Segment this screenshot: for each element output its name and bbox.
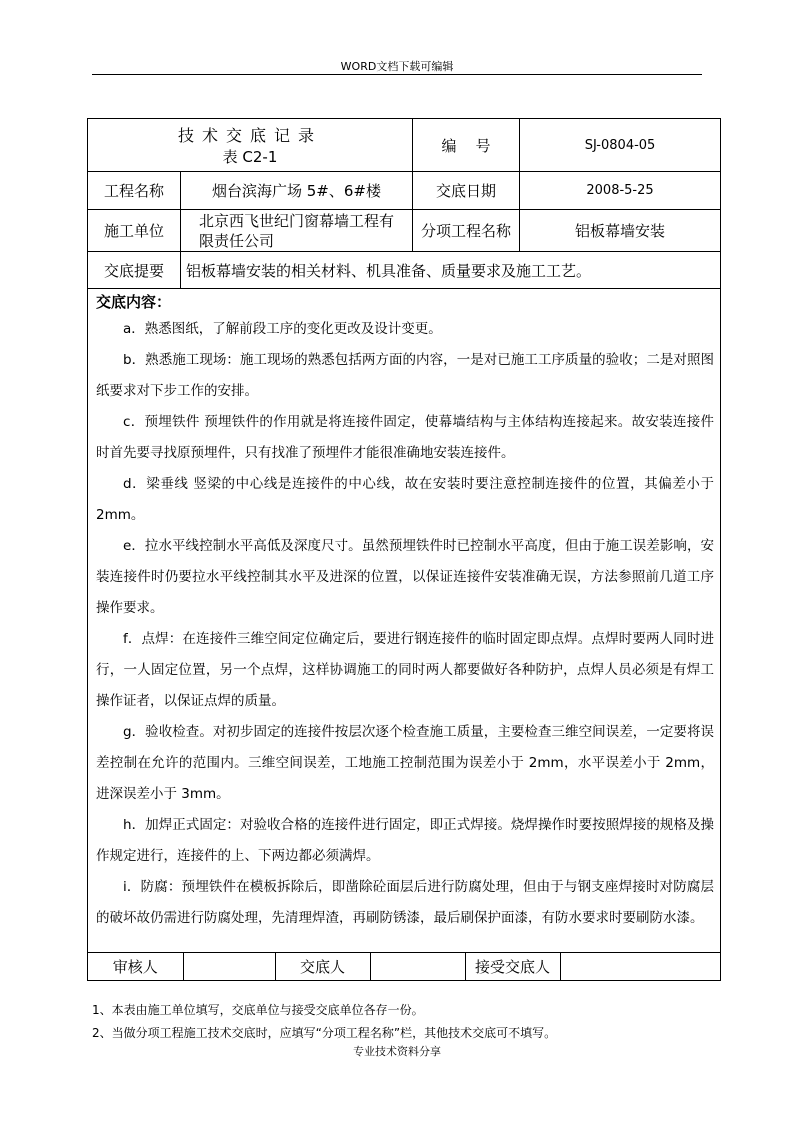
project-row xyxy=(88,172,721,210)
presenter-label: 交底人 xyxy=(275,953,370,980)
content-paragraph: g．验收检查。对初步固定的连接件按层次逐个检查施工质量，主要检查三维空间误差，一定要将误差控制在允许的范围内。三维空间误差，工地施工控制范围为误差小于 2mm，水平误差小于 2mm，进深误差小于 3mm。 xyxy=(96,724,715,802)
content-paragraph: b．熟悉施工现场：施工现场的熟悉包括两方面的内容，一是对已施工工序质量的验收；二是对照图纸要求对下步工作的安排。 xyxy=(96,352,715,399)
reviewer-label: 审核人 xyxy=(88,953,183,980)
content-paragraph: c．预埋铁件 预埋铁件的作用就是将连接件固定，使幕墙结构与主体结构连接起来。故安装连接件时首先要寻找原预埋件，只有找准了预埋件才能很准确地安装连接件。 xyxy=(96,414,715,461)
content-paragraph: a．熟悉图纸，了解前段工序的变化更改及设计变更。 xyxy=(123,321,442,337)
summary-label: 交底提要 xyxy=(88,252,181,289)
title-row xyxy=(88,119,721,172)
form-title: 技术交底记录 xyxy=(178,126,323,145)
content-paragraph: e．拉水平线控制水平高低及深度尺寸。虽然预埋铁件时已控制水平高度，但由于施工误差影响，安装连接件时仍要拉水平线控制其水平及进深的位置，以保证连接件安装准确无误，方法参照前几道工序操作要求。 xyxy=(96,538,715,616)
construction-unit-label: 施工单位 xyxy=(88,210,181,252)
date-value: 2008-5-25 xyxy=(520,172,721,210)
receiver-value xyxy=(560,953,720,980)
notes xyxy=(92,999,556,1045)
date-label: 交底日期 xyxy=(413,172,520,210)
header-divider xyxy=(92,74,702,75)
signature-cell xyxy=(88,953,721,981)
reviewer-value xyxy=(183,953,275,980)
page-header: WORD文档下载可编辑 xyxy=(340,60,454,73)
contents-heading: 交底内容： xyxy=(96,293,172,311)
form-code: 表 C2-1 xyxy=(222,148,278,166)
record-table xyxy=(87,118,721,981)
contents-cell xyxy=(88,289,721,953)
content-paragraph: d．梁垂线 竖梁的中心线是连接件的中心线，故在安装时要注意控制连接件的位置，其偏差小于 2mm。 xyxy=(96,476,715,523)
page-footer: 专业技术资料分享 xyxy=(353,1045,441,1058)
number-label: 编 号 xyxy=(413,119,520,172)
signature-table xyxy=(88,953,720,980)
construction-unit-value: 北京西飞世纪门窗幕墙工程有限责任公司 xyxy=(181,210,413,252)
sub-project-value: 铝板幕墙安装 xyxy=(520,210,721,252)
form-title-cell xyxy=(88,119,413,172)
content-paragraph: h．加焊正式固定：对验收合格的连接件进行固定，即正式焊接。烧焊操作时要按照焊接的规格及操作规定进行，连接件的上、下两边都必须满焊。 xyxy=(96,817,715,864)
contents-row xyxy=(88,289,721,953)
signature-row xyxy=(88,953,721,981)
summary-value: 铝板幕墙安装的相关材料、机具准备、质量要求及施工工艺。 xyxy=(181,252,721,289)
summary-row xyxy=(88,252,721,289)
note-item: 2、当做分项工程施工技术交底时，应填写“分项工程名称”栏，其他技术交底可不填写。 xyxy=(92,1026,557,1040)
number-value: SJ-0804-05 xyxy=(520,119,721,172)
sub-project-label: 分项工程名称 xyxy=(413,210,520,252)
receiver-label: 接受交底人 xyxy=(465,953,560,980)
project-name-value: 烟台滨海广场 5#、6#楼 xyxy=(181,172,413,210)
note-item: 1、本表由施工单位填写，交底单位与接受交底单位各存一份。 xyxy=(92,1003,424,1017)
presenter-value xyxy=(370,953,465,980)
project-name-label: 工程名称 xyxy=(88,172,181,210)
content-paragraph: i．防腐：预埋铁件在模板拆除后，即凿除砼面层后进行防腐处理，但由于与钢支座焊接时对防腐层的破坏故仍需进行防腐处理，先清理焊渣，再刷防锈漆，最后刷保护面漆，有防水要求时要刷防水漆。 xyxy=(96,879,715,926)
unit-row xyxy=(88,210,721,252)
content-paragraph: f．点焊：在连接件三维空间定位确定后，要进行钢连接件的临时固定即点焊。点焊时要两人同时进行，一人固定位置，另一个点焊，这样协调施工的同时两人都要做好各种防护，点焊人员必须是有焊工操作证者，以保证点焊的质量。 xyxy=(96,631,715,709)
